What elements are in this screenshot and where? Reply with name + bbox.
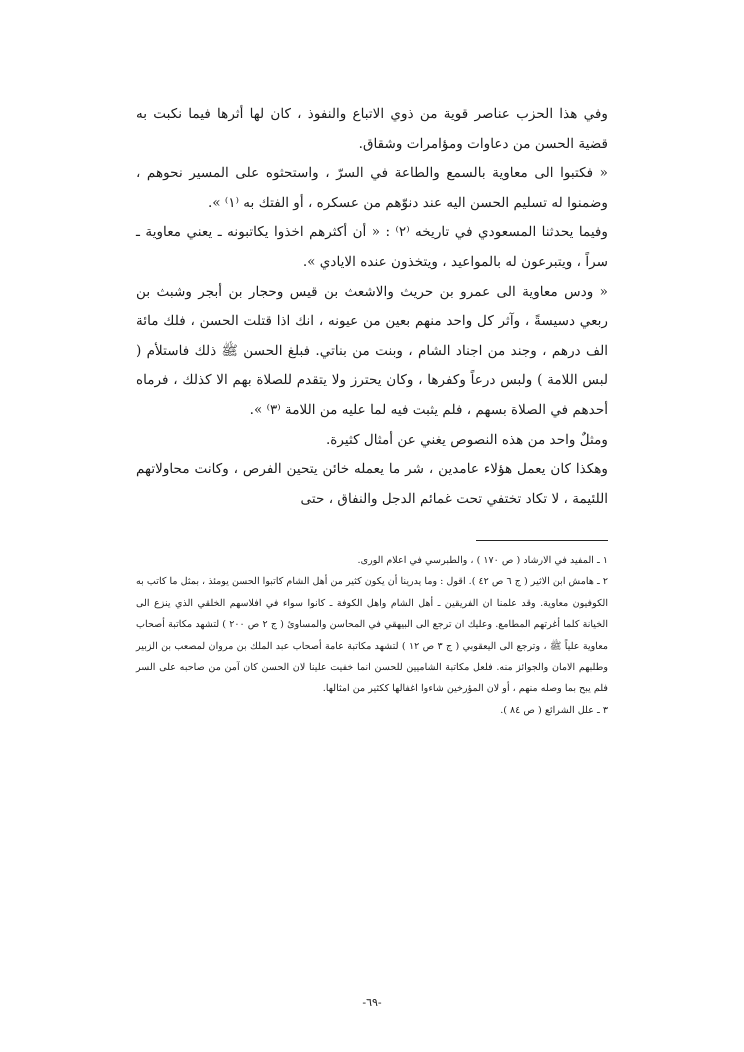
footnote-1: ١ ـ المفيد في الارشاد ( ص ١٧٠ ) ، والطبرسي في اعلام الورى. — [357, 555, 608, 566]
paragraph-3: وفيما يحدثنا المسعودي في تاريخه ⁽٢⁾ : « أن أكثرهم اخذوا يكاتبونه ـ يعني معاوية ـ سراً ، ويتبرعون له بالمواعيد ، ويتخذون عنده الايادي ». — [136, 224, 608, 270]
paragraph-6: وهكذا كان يعمل هؤلاء عامدين ، شر ما يعمله خائن يتحين الفرص ، وكانت محاولاتهم اللئيمة ، لا تكاد تختفي تحت غمائم الدجل والنفاق ، حتى — [136, 461, 608, 507]
footnote-3: ٣ ـ علل الشرائع ( ص ٨٤ ). — [500, 704, 608, 716]
paragraph-5: ومثلٌ واحد من هذه النصوص يغني عن أمثال كثيرة. — [325, 431, 608, 448]
paragraph-1: وفي هذا الحزب عناصر قوية من ذوي الاتباع والنفوذ ، كان لها أثرها فيما نكبت به قضية الحسن من دعاوات ومؤامرات وشقاق. — [136, 106, 608, 152]
main-text — [136, 100, 608, 514]
paragraph-4: « ودس معاوية الى عمرو بن حريث والاشعث بن قيس وحجار بن أبجر وشبث بن ربعي دسيسةً ، وآثر كل واحد منهم بعين من عيونه ، انك اذا قتلت الحسن ، فلك مائة الف درهم ، وجند من اجناد الشام ، وبنت من بناتي. فبلغ الحسن ﷺ ذلك فاستلأم ( لبس اللامة ) ولبس درعاً وكفرها ، وكان يحترز ولا يتقدم للصلاة بهم الا كذلك ، فرماه أحدهم في الصلاة بسهم ، فلم يثبت فيه لما عليه من اللامة ⁽٣⁾ ». — [136, 283, 609, 418]
footnotes — [136, 550, 608, 721]
footnote-divider — [476, 540, 608, 541]
page-number: -٦٩- — [362, 996, 382, 1009]
footnote-2: ٢ ـ هامش ابن الاثير ( ج ٦ ص ٤٢ ). اقول : وما يدرينا أن يكون كثير من أهل الشام كاتبوا الحسن يومئذ ، بمثل ما كاتب به الكوفيون معاوية. وقد علمنا ان الفريقين ـ أهل الشام واهل الكوفة ـ كانوا سواء في افلاسهم الخلقي الذي ينزع الى الخيانة كلما أغرتهم المطامع. وعليك ان ترجع الى البيهقي في المحاسن والمساوئ ( ج ٢ ص ٢٠٠ ) لتشهد مكاتبة أصحاب معاوية علياً ﷺ ، وترجع الى اليعقوبي ( ج ٣ ص ١٢ ) لتشهد مكاتبة عامة أصحاب عبد الملك بن مروان لمصعب بن الزبير وطلبهم الامان والجوائز منه. فلعل مكاتبة الشاميين للحسن انما خفيت علينا لان الحسن كان آمن من صاحبه على السر فلم يبح بما وصله منهم ، أو لان المؤرخين شاءوا اغفالها ككثير من امثالها. — [136, 576, 609, 695]
paragraph-2: « فكتبوا الى معاوية بالسمع والطاعة في السرّ ، واستحثوه على المسير نحوهم ، وضمنوا له تسليم الحسن اليه عند دنوّهم من عسكره ، أو الفتك به ⁽١⁾ ». — [136, 165, 608, 211]
